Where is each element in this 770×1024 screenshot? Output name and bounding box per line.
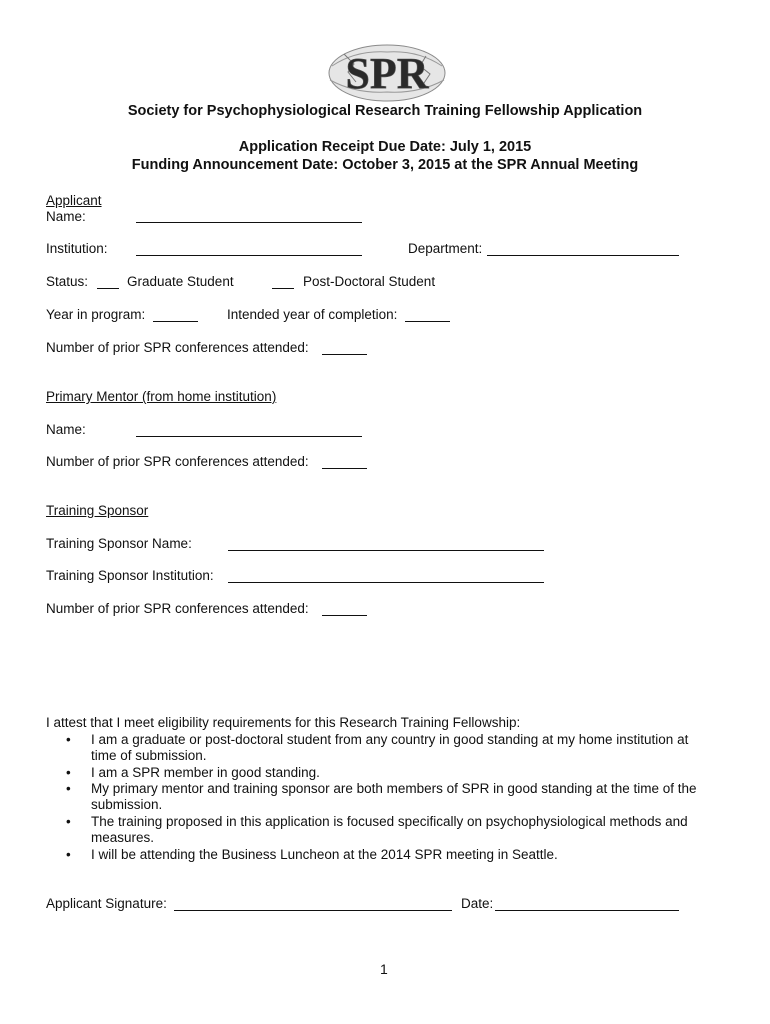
mentor-name-label: Name: — [46, 422, 86, 437]
status-label: Status: — [46, 274, 89, 289]
year-in-program-label: Year in program: — [46, 307, 146, 322]
sponsor-name-label: Training Sponsor Name: — [46, 536, 192, 551]
institution-label: Institution: — [46, 241, 108, 256]
mentor-prior-conferences-field[interactable] — [322, 468, 367, 469]
institution-field[interactable] — [136, 255, 362, 256]
attest-item: My primary mentor and training sponsor are both members of SPR in good standing at the time of the submission. — [91, 781, 697, 812]
receipt-due-date: Application Receipt Due Date: July 1, 2015 — [238, 139, 532, 155]
applicant-prior-conferences-label: Number of prior SPR conferences attended: — [46, 340, 309, 355]
spr-logo — [326, 42, 448, 104]
applicant-heading: Applicant — [46, 193, 102, 208]
bullet-icon: • — [66, 781, 71, 796]
applicant-name-field[interactable] — [136, 222, 362, 223]
applicant-prior-conferences-field[interactable] — [322, 354, 367, 355]
signature-label: Applicant Signature: — [46, 896, 167, 911]
page-number: 1 — [380, 961, 388, 977]
year-in-program-field[interactable] — [153, 321, 198, 322]
page-title: Society for Psychophysiological Research Training Fellowship Application — [127, 103, 643, 119]
department-field[interactable] — [487, 255, 679, 256]
mentor-prior-conferences-label: Number of prior SPR conferences attended: — [46, 454, 309, 469]
graduate-checkbox-line[interactable] — [97, 288, 119, 289]
sponsor-name-field[interactable] — [228, 550, 544, 551]
signature-date-label: Date: — [461, 896, 494, 911]
bullet-icon: • — [66, 732, 71, 747]
department-label: Department: — [408, 241, 483, 256]
sponsor-heading: Training Sponsor — [46, 503, 149, 518]
signature-date-field[interactable] — [495, 910, 679, 911]
sponsor-prior-conferences-field[interactable] — [322, 615, 367, 616]
attest-item: I am a SPR member in good standing. — [91, 765, 320, 780]
completion-year-label: Intended year of completion: — [227, 307, 398, 322]
bullet-icon: • — [66, 847, 71, 862]
sponsor-institution-field[interactable] — [228, 582, 544, 583]
graduate-student-label: Graduate Student — [127, 274, 234, 289]
attest-item: The training proposed in this application is focused specifically on psychophysiological methods and measures. — [91, 814, 688, 845]
signature-field[interactable] — [174, 910, 452, 911]
attest-item: I will be attending the Business Luncheon at the 2014 SPR meeting in Seattle. — [91, 847, 558, 862]
logo-text: SPR — [345, 49, 429, 98]
sponsor-institution-label: Training Sponsor Institution: — [46, 568, 214, 583]
sponsor-prior-conferences-label: Number of prior SPR conferences attended: — [46, 601, 309, 616]
attest-item: I am a graduate or post-doctoral student from any country in good standing at my home institution at time of submission. — [91, 732, 689, 763]
applicant-name-label: Name: — [46, 209, 86, 224]
postdoc-student-label: Post-Doctoral Student — [303, 274, 436, 289]
bullet-icon: • — [66, 765, 71, 780]
mentor-name-field[interactable] — [136, 436, 362, 437]
funding-announcement-date: Funding Announcement Date: October 3, 2015 at the SPR Annual Meeting — [131, 157, 639, 173]
mentor-heading: Primary Mentor (from home institution) — [46, 389, 277, 404]
attest-intro: I attest that I meet eligibility requirements for this Research Training Fellowship: — [46, 715, 521, 730]
postdoc-checkbox-line[interactable] — [272, 288, 294, 289]
completion-year-field[interactable] — [405, 321, 450, 322]
bullet-icon: • — [66, 814, 71, 829]
